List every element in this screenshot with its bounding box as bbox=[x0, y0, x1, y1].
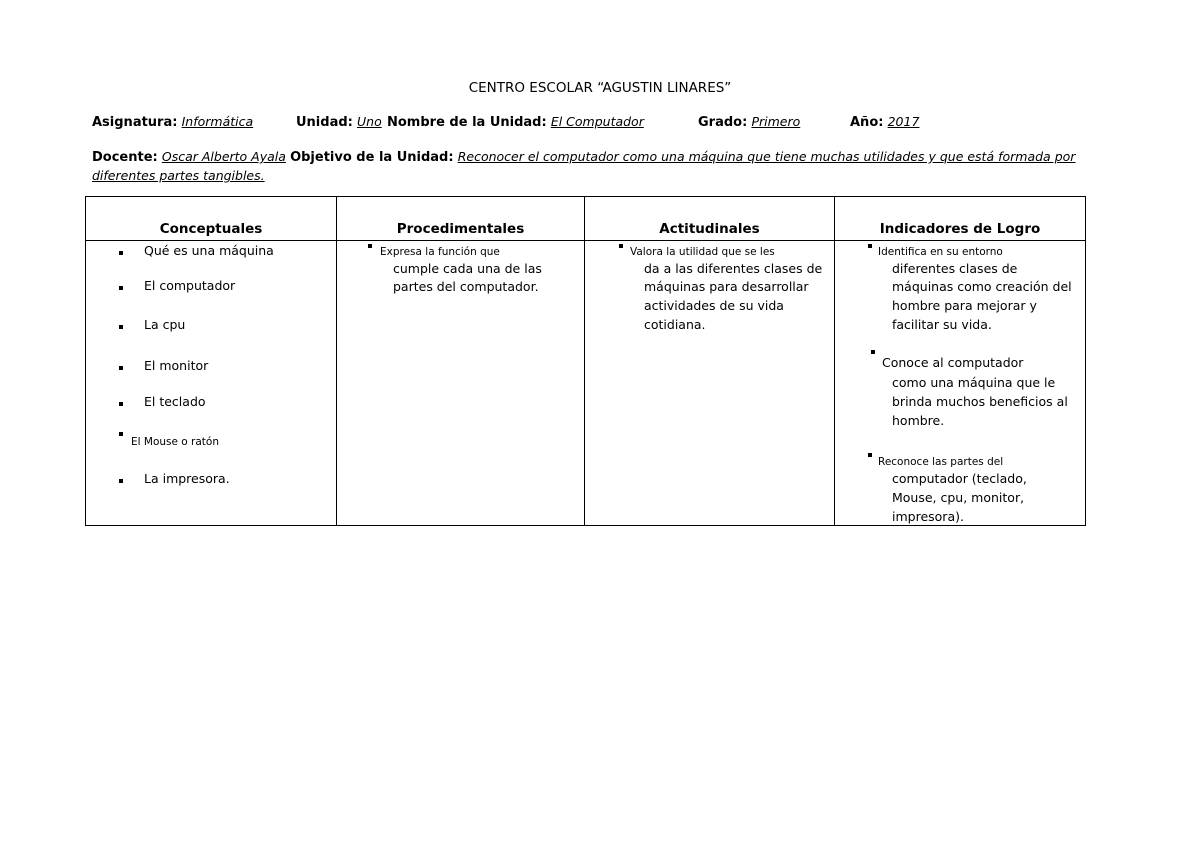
asignatura-label: Asignatura: bbox=[92, 115, 178, 130]
list-item: El Mouse o ratón bbox=[131, 436, 220, 448]
list-item: El teclado bbox=[144, 394, 206, 409]
content-row bbox=[86, 241, 1086, 526]
item-line: máquinas para desarrollar bbox=[644, 279, 809, 294]
item-first-line: Conoce al computador bbox=[882, 355, 1024, 370]
item-first-line: Reconoce las partes del bbox=[878, 456, 1004, 468]
nombre-unidad-label: Nombre de la Unidad: bbox=[387, 115, 547, 130]
indicadores-cell bbox=[835, 241, 1086, 526]
bullet-icon bbox=[119, 432, 123, 436]
header-conceptuales: Conceptuales bbox=[86, 197, 337, 241]
item-line: brinda muchos beneficios al bbox=[892, 394, 1068, 409]
item-line: actividades de su vida bbox=[644, 298, 784, 313]
item-first-line: Expresa la función que bbox=[380, 246, 500, 258]
grado-value: Primero bbox=[751, 114, 801, 129]
anio-field bbox=[850, 114, 919, 130]
bullet-icon bbox=[119, 286, 123, 290]
item-line: hombre. bbox=[892, 413, 945, 428]
bullet-icon bbox=[619, 244, 623, 248]
objetivo-value: Reconocer el computador como una máquina que tiene muchas utilidades y que está formada por diferentes partes tangibles. bbox=[92, 149, 1076, 183]
anio-label: Año: bbox=[850, 115, 884, 130]
item-line: da a las diferentes clases de bbox=[644, 261, 823, 276]
unidad-label: Unidad: bbox=[296, 115, 353, 130]
document-title: CENTRO ESCOLAR “AGUSTIN LINARES” bbox=[468, 80, 732, 96]
bullet-icon bbox=[368, 244, 372, 248]
list-item: La impresora. bbox=[144, 471, 230, 486]
item-line: partes del computador. bbox=[393, 279, 539, 294]
item-line: facilitar su vida. bbox=[892, 317, 992, 332]
nombre-unidad-value: El Computador bbox=[550, 114, 644, 129]
planning-table bbox=[85, 196, 1086, 526]
item-line: cumple cada una de las bbox=[393, 261, 542, 276]
header-row bbox=[86, 197, 1086, 241]
actitudinales-cell bbox=[585, 241, 835, 526]
grado-field bbox=[698, 114, 800, 130]
bullet-icon bbox=[119, 402, 123, 406]
item-line: Mouse, cpu, monitor, bbox=[892, 490, 1025, 505]
header-indicadores: Indicadores de Logro bbox=[835, 197, 1086, 241]
objetivo-label: Objetivo de la Unidad: bbox=[290, 150, 454, 165]
docente-value: Oscar Alberto Ayala bbox=[161, 149, 286, 164]
bullet-icon bbox=[119, 325, 123, 329]
item-line: impresora). bbox=[892, 509, 964, 524]
list-item: El computador bbox=[144, 278, 236, 293]
item-line: hombre para mejorar y bbox=[892, 298, 1037, 313]
asignatura-field bbox=[92, 114, 253, 130]
grado-label: Grado: bbox=[698, 115, 748, 130]
header-procedimentales: Procedimentales bbox=[337, 197, 585, 241]
docente-objetivo-row bbox=[92, 148, 1082, 186]
bullet-icon bbox=[119, 479, 123, 483]
item-line: diferentes clases de bbox=[892, 261, 1018, 276]
bullet-icon bbox=[119, 366, 123, 370]
list-item: El monitor bbox=[144, 358, 209, 373]
list-item: La cpu bbox=[144, 317, 186, 332]
anio-value: 2017 bbox=[887, 114, 920, 129]
procedimentales-cell bbox=[337, 241, 585, 526]
item-line: cotidiana. bbox=[644, 317, 706, 332]
item-line: como una máquina que le bbox=[892, 375, 1056, 390]
bullet-icon bbox=[868, 453, 872, 457]
item-line: máquinas como creación del bbox=[892, 279, 1072, 294]
docente-label: Docente: bbox=[92, 150, 158, 165]
bullet-icon bbox=[871, 350, 875, 354]
asignatura-value: Informática bbox=[181, 114, 254, 129]
bullet-icon bbox=[868, 244, 872, 248]
unidad-field bbox=[296, 114, 382, 130]
nombre-unidad-field bbox=[387, 114, 644, 130]
unidad-value: Uno bbox=[357, 114, 382, 129]
item-first-line: Identifica en su entorno bbox=[878, 246, 1003, 258]
item-first-line: Valora la utilidad que se les bbox=[630, 246, 775, 258]
list-item: Qué es una máquina bbox=[144, 243, 274, 258]
header-actitudinales: Actitudinales bbox=[585, 197, 835, 241]
conceptuales-cell bbox=[86, 241, 337, 526]
item-line: computador (teclado, bbox=[892, 471, 1027, 486]
bullet-icon bbox=[119, 251, 123, 255]
